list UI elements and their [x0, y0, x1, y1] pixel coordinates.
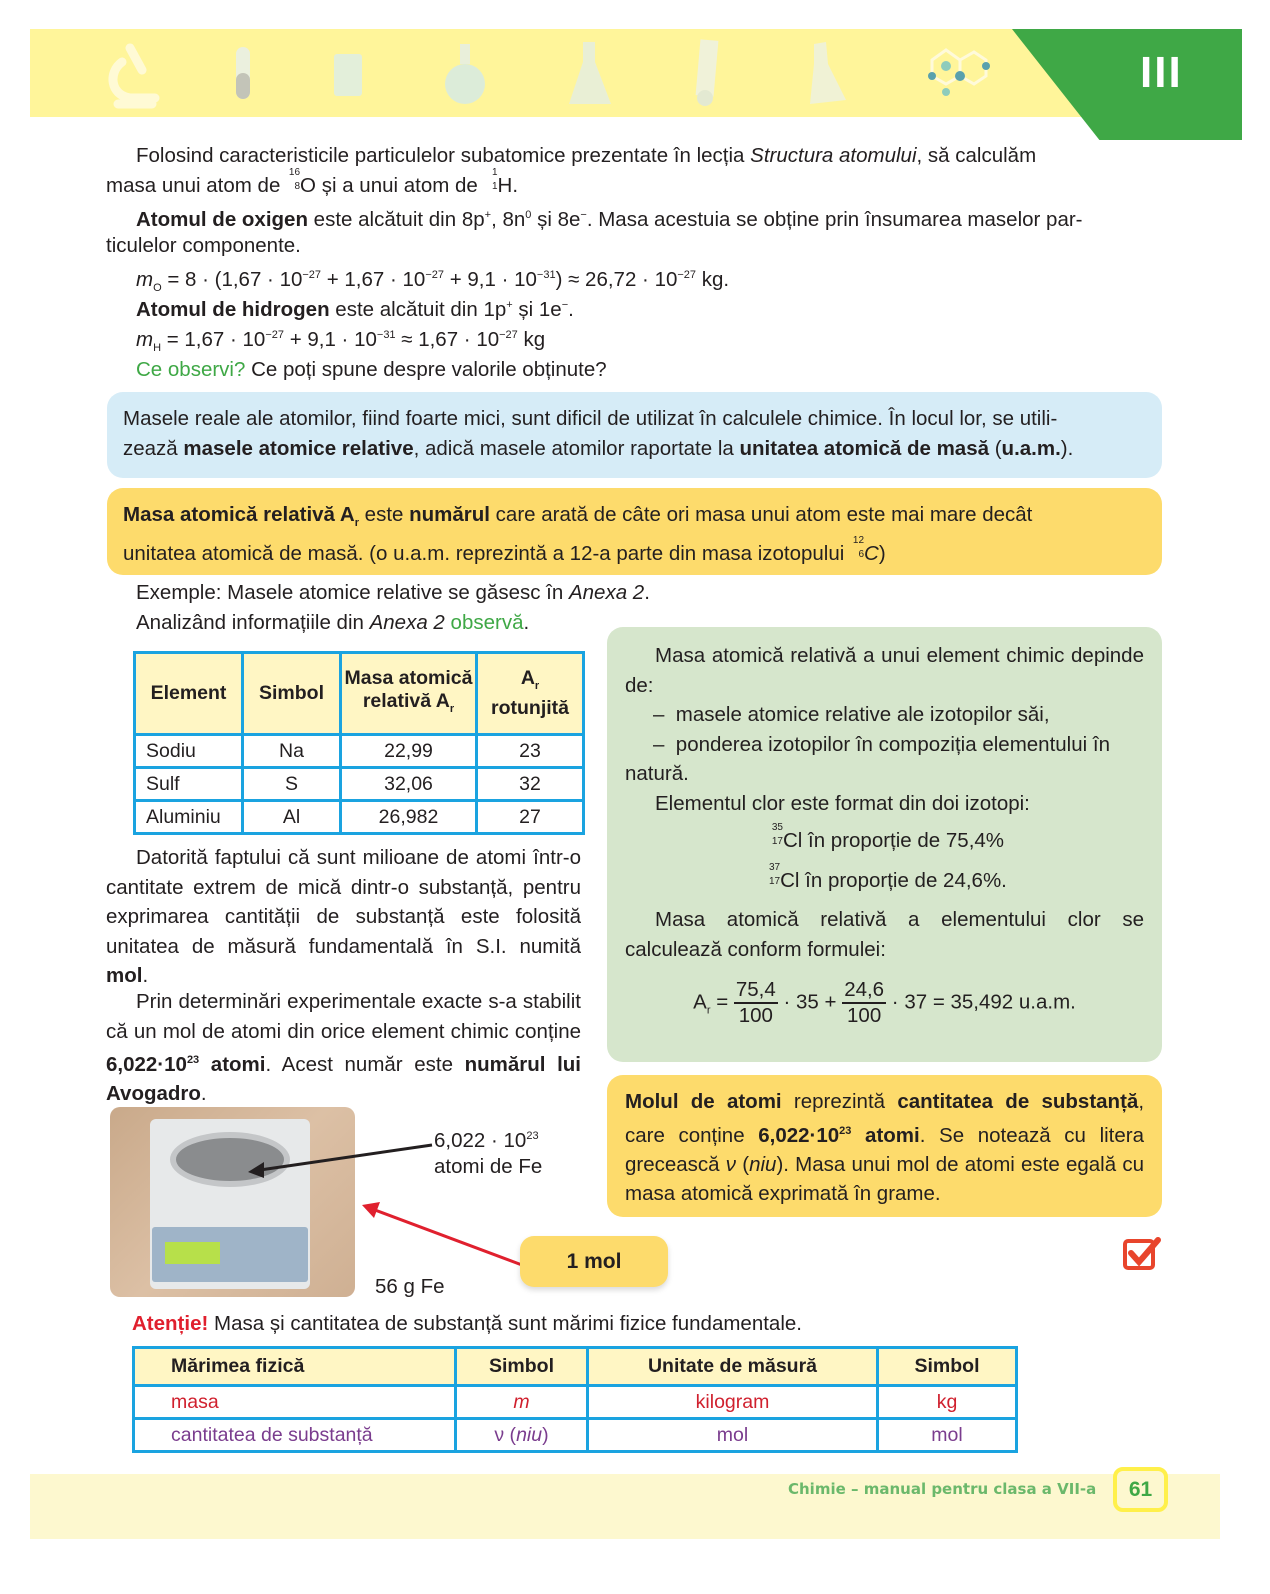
isotope-cl37: 37 17 Cl în proporție de 24,6%. — [768, 861, 1007, 892]
erlenmeyer-flask-icon — [565, 40, 615, 108]
oxygen-paragraph: Atomul de oxigen este alcătuit din 8p+, $8n^0$ și 8e−. Masa acestuia se obține prin însumarea maselor par- — [136, 207, 1083, 231]
table-row: cantitatea de substanță ν (niu) mol mol — [134, 1419, 1017, 1452]
arrow-head-icon — [248, 1162, 264, 1178]
book-title: Chimie – manual pentru clasa a VII-a — [788, 1480, 1097, 1498]
oxygen-mass-formula: $m_O = 8 \cdot (1,67 \cdot 10^{-27} + 1,67 \cdot 10^{-27} + 9,1 \cdot 10^{-31}) \approx 26,72 \cdot 10^{-27}$ kg. — [136, 267, 730, 294]
round-flask-icon — [440, 42, 490, 106]
col-relative-mass: Masa atomică relativă $A_r$ — [341, 653, 477, 735]
bullet-item: – masele atomice relative ale izotopilor săi, — [653, 703, 1050, 726]
examples-line: Exemple: Masele atomice relative se găsesc în Anexa 2. — [136, 581, 650, 604]
table-row: Aluminiu Al 26,982 27 — [135, 801, 584, 834]
relative-mass-info-box: Masele reale ale atomilor, fiind foarte mici, sunt dificil de utilizat în calculele chimice. În locul lor, se utili- zează masele atomice relative, adică masele atomilor raportate la unitatea atomică de masă (u.a.m.). — [107, 392, 1162, 478]
table-header-row: Mărimea fizică Simbol Unitate de măsură Simbol — [134, 1348, 1017, 1386]
chlorine-formula: $A_r$ = $\frac{75,4}{100}$ · 35 + $\frac{24,6}{100}$ · 37 = 35,492 u.a.m. — [693, 978, 1076, 1027]
oxygen-paragraph-cont: ticulelor componente. — [106, 234, 301, 257]
test-tube-icon — [228, 45, 258, 105]
chlorine-example-box: Masa atomică relativă a unui element chimic depinde de: – masele atomice relative ale izotopilor săi, – ponderea izotopilor în compoziția elementului în natură. Elementul clor este format din doi izotopi: 35 17 Cl în proporție de 75,4% 37 17 Cl în proporție de 24,6%. Masa atomică relativă a elementului clor se calculează conform formulei: $A_r$ = $\frac{75,4}{100}$ · 35 + $\frac{24,6}{100}$ · 37 = 35,492 u.a.m. — [607, 627, 1162, 1062]
isotope-O: 16 8 — [288, 167, 301, 192]
mol-definition-box: Molul de atomi reprezintă cantitatea de substanță, care conține $6,022\cdot 10^{23}$ atomi. Se notează cu litera grecească ν (niu). Masa unui mol de atomi este egală cu masa atomică exprimată în grame. — [607, 1075, 1162, 1217]
col-symbol: Simbol — [243, 653, 341, 735]
atoms-label-2: atomi de Fe — [434, 1155, 543, 1178]
hydrogen-mass-formula: $m_H = 1,67 \cdot 10^{-27} + 9,1 \cdot 10^{-31} \approx 1,67 \cdot 10^{-27}$ kg — [136, 327, 546, 354]
conical-flask-icon — [800, 40, 850, 108]
col-rounded: $A_r$ rotunjită — [477, 653, 584, 735]
bullet-item: – ponderea izotopilor în compoziția elementului în natură. — [625, 732, 1110, 785]
analyze-line: Analizând informațiile din Anexa 2 observă. — [136, 611, 530, 634]
molecule-icon — [912, 40, 992, 108]
question-line: Ce observi? Ce poți spune despre valorile obținute? — [136, 358, 607, 381]
one-mol-label: 1 mol — [520, 1236, 668, 1287]
microscope-icon — [100, 40, 170, 110]
physical-quantities-table — [132, 1346, 1018, 1453]
thermometer-icon — [690, 38, 724, 108]
table-row: Sodiu Na 22,99 23 — [135, 735, 584, 768]
intro-paragraph: Folosind caracteristicile particulelor subatomice prezentate în lecția Structura atomului, să calculăm — [136, 144, 1037, 167]
isotope-H: 1 1 — [491, 167, 498, 192]
relative-mass-table — [133, 651, 585, 835]
mass-label: 56 g Fe — [375, 1275, 445, 1298]
page-number: 61 — [1113, 1467, 1168, 1512]
atoms-label: $6,022 \cdot 10^{23}$ — [434, 1128, 539, 1152]
isotope-cl35: 35 17 Cl în proporție de 75,4% — [771, 822, 1005, 852]
col-element: Element — [135, 653, 243, 735]
definition-box: Masa atomică relativă $A_r$ este numărul care arată de câte ori masa unui atom este mai mare decât unitatea atomică de masă. (o u.a.m. reprezintă a 12-a parte din masa izotopului 12 6 C) — [107, 488, 1162, 575]
checkbox-checked-icon — [1122, 1236, 1162, 1272]
mol-paragraph-2: Prin determinări experimentale exacte s-a stabilit că un mol de atomi din orice element chimic conține $6,022\cdot 10^{23}$ atomi. Acest număr este numărul lui Avogadro. — [106, 990, 581, 1106]
table-row: Sulf S 32,06 32 — [135, 768, 584, 801]
table-row: masa m kilogram kg — [134, 1386, 1017, 1419]
intro-line-2: masa unui atom de 16 8 O și a unui atom de 1 1 H. — [106, 167, 519, 197]
table-header-row — [135, 653, 584, 735]
beaker-icon — [328, 50, 368, 100]
hydrogen-paragraph: Atomul de hidrogen este alcătuit din 1p+ și 1e−. — [136, 297, 574, 321]
mol-paragraph-1: Datorită faptului că sunt milioane de atomi într-o cantitate extrem de mică dintr-o substanță, pentru exprimarea cantității de substanță este folosită unitatea de măsură fundamentală în S.I. numită mol. — [106, 846, 581, 987]
chapter-number: III — [1140, 48, 1183, 97]
attention-line: Atenție! Masa și cantitatea de substanță sunt mărimi fizice fundamentale. — [132, 1312, 802, 1335]
